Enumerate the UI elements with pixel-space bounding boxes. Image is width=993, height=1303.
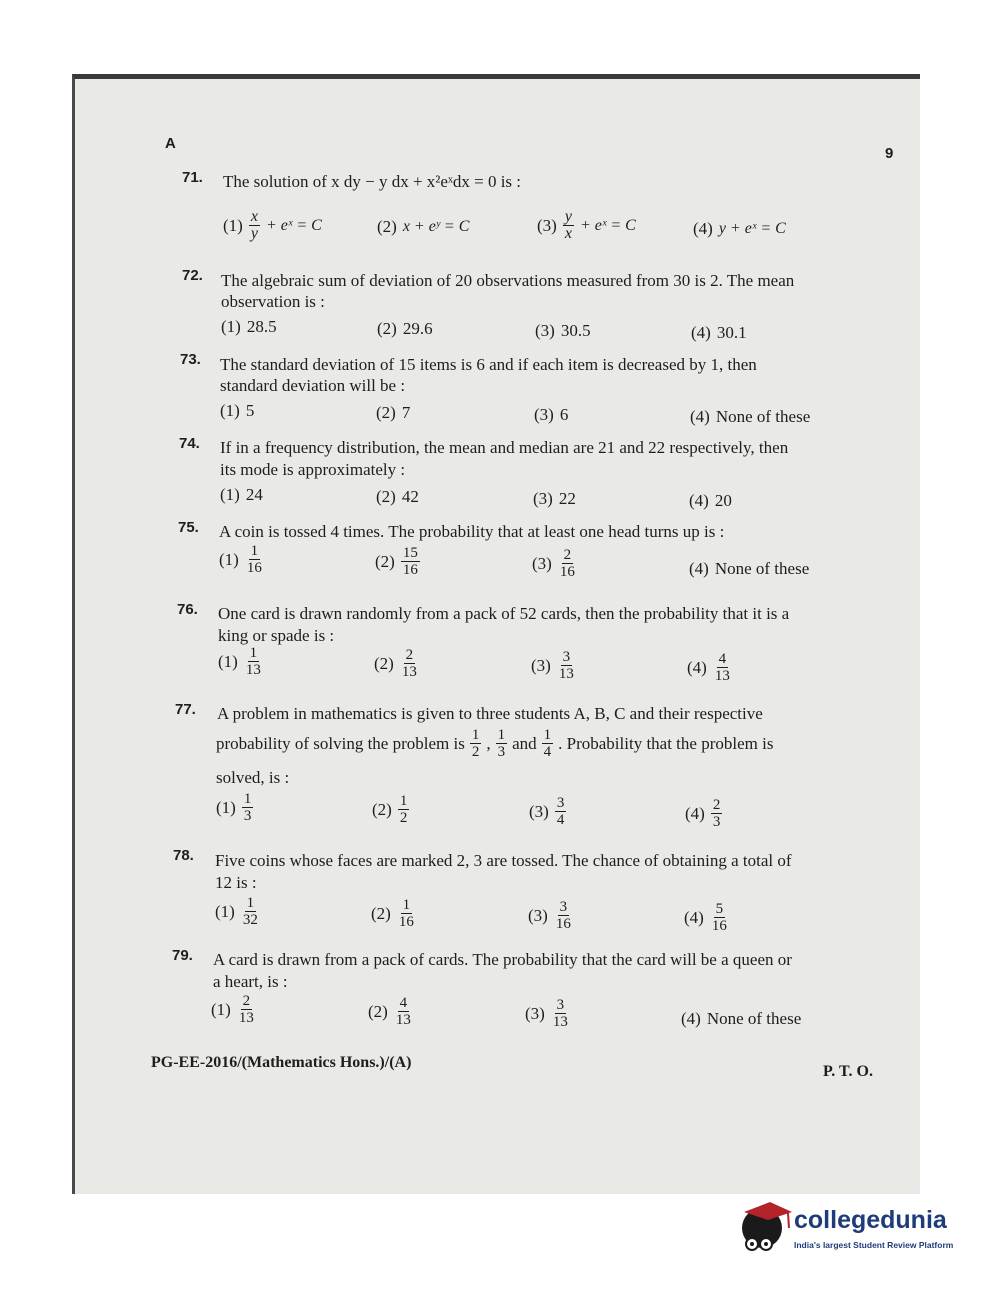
denominator: 13 (552, 1014, 568, 1030)
fraction (542, 727, 554, 760)
paper-code: PG-EE-2016/(Mathematics Hons.)/(A) (151, 1054, 412, 1071)
numerator: 1 (249, 645, 258, 661)
option (535, 321, 591, 341)
option (689, 491, 732, 511)
option-value: 30.5 (560, 321, 591, 340)
numerator: 3 (559, 899, 568, 915)
numerator: 1 (543, 727, 552, 743)
option-value: 29.6 (402, 319, 433, 338)
brand-logo (734, 1196, 964, 1260)
option-label: (1) (221, 317, 241, 336)
question-number: 77. (175, 701, 196, 718)
question-text: solved, is : (216, 768, 290, 787)
option (374, 647, 419, 680)
numerator: 15 (402, 545, 418, 561)
option (693, 219, 786, 239)
numerator: 4 (718, 651, 727, 667)
numerator: 3 (562, 649, 571, 665)
denominator: x (564, 225, 572, 242)
question-text-with-fractions: probability of solving the problem is $\frac{1}{2}$ , $\frac{1}{3}$ and $\frac{1}{4}$ . Probability that the problem is (216, 727, 774, 760)
option-label: (1) (211, 999, 231, 1019)
numerator: x (250, 208, 258, 225)
denominator: 13 (401, 664, 417, 680)
option (216, 791, 253, 824)
option-label: (4) (690, 407, 710, 426)
option-label: (2) (375, 551, 395, 571)
question-text: standard deviation will be : (220, 376, 406, 395)
question-number: 74. (179, 435, 200, 452)
option-value: 24 (245, 485, 263, 504)
expression: y + eˣ = C (718, 220, 786, 237)
question-number: 72. (182, 267, 203, 284)
question-text: 12 is : (215, 873, 257, 892)
question-text: and (512, 734, 537, 753)
option-label: (4) (693, 219, 713, 238)
option-label: (3) (537, 215, 557, 235)
question-number: 75. (178, 519, 199, 536)
option (691, 323, 747, 343)
option-label: (2) (377, 217, 397, 236)
option-label: (1) (218, 651, 238, 671)
numerator: 1 (402, 897, 411, 913)
expression: + eˣ = C (579, 216, 636, 234)
fraction (237, 993, 256, 1026)
numerator: 1 (471, 727, 480, 743)
denominator: y (250, 225, 258, 242)
option-label: (1) (216, 797, 236, 817)
question-text: If in a frequency distribution, the mean and median are 21 and 22 respectively, then (220, 438, 789, 457)
fraction (555, 795, 567, 828)
option-label: (1) (219, 549, 239, 569)
brand-name: collegedunia (794, 1206, 947, 1234)
option-label: (3) (535, 321, 555, 340)
option (218, 645, 263, 678)
question-text: Five coins whose faces are marked 2, 3 are tossed. The chance of obtaining a total of (215, 851, 792, 870)
option-value: 20 (714, 491, 732, 510)
option-value: None of these (706, 1009, 802, 1028)
option (377, 319, 433, 339)
fraction (470, 727, 482, 760)
denominator: 16 (246, 560, 262, 576)
option-label: (2) (371, 903, 391, 923)
denominator: 16 (711, 918, 727, 934)
option-label: (2) (377, 319, 397, 338)
fraction (713, 651, 732, 684)
fraction (551, 997, 570, 1030)
question-text: The solution of x dy − y dx + x²eˣdx = 0 is : (223, 172, 522, 191)
denominator: 13 (558, 666, 574, 682)
question-text: probability of solving the problem is (216, 734, 465, 753)
option (375, 545, 420, 578)
option (681, 1009, 801, 1029)
question-text: The algebraic sum of deviation of 20 observations measured from 30 is 2. The mean (221, 271, 795, 290)
option-label: (3) (534, 405, 554, 424)
question-text: its mode is approximately : (220, 460, 406, 479)
option (368, 995, 413, 1028)
option-value: 5 (245, 401, 255, 420)
option (219, 543, 264, 576)
option-value: 22 (558, 489, 576, 508)
option-label: (1) (220, 401, 240, 420)
fraction (563, 209, 574, 242)
option-label: (4) (689, 491, 709, 510)
option-label: (2) (376, 403, 396, 422)
question-text: A card is drawn from a pack of cards. The probability that the card will be a queen or (213, 950, 792, 969)
numerator: 4 (399, 995, 408, 1011)
option (534, 405, 568, 425)
option-label: (4) (689, 559, 709, 578)
option (531, 649, 576, 682)
option-value: None of these (715, 407, 811, 426)
numerator: 1 (250, 543, 259, 559)
option (533, 489, 576, 509)
option (525, 997, 570, 1030)
fraction (496, 727, 508, 760)
numerator: 1 (399, 793, 408, 809)
denominator: 3 (712, 814, 721, 830)
question-text: One card is drawn randomly from a pack of 52 cards, then the probability that it is a (218, 604, 790, 623)
option-label: (1) (215, 901, 235, 921)
numerator: 2 (712, 797, 721, 813)
brand-tagline: India's largest Student Review Platform (794, 1240, 954, 1250)
option (685, 797, 722, 830)
option (684, 901, 729, 934)
option-value: 42 (401, 487, 419, 506)
numerator: 5 (715, 901, 724, 917)
question-number: 71. (182, 169, 203, 186)
option-label: (4) (684, 907, 704, 927)
fraction (249, 209, 260, 242)
fraction (400, 647, 419, 680)
denominator: 2 (399, 810, 408, 826)
question-number: 78. (173, 847, 194, 864)
option-label: (4) (687, 657, 707, 677)
page-number: 9 (885, 145, 894, 162)
option (537, 209, 636, 242)
option-label: (3) (531, 655, 551, 675)
option-label: (4) (691, 323, 711, 342)
option-value: 7 (401, 403, 411, 422)
option (221, 317, 277, 337)
numerator: 1 (246, 895, 255, 911)
denominator: 13 (395, 1012, 411, 1028)
option (690, 407, 810, 427)
numerator: 2 (405, 647, 414, 663)
fraction (558, 547, 577, 580)
set-label: A (165, 135, 176, 152)
option-label: (2) (374, 653, 394, 673)
fraction (711, 797, 723, 830)
fraction (244, 645, 263, 678)
option-label: (3) (532, 553, 552, 573)
option (687, 651, 732, 684)
denominator: 16 (555, 916, 571, 932)
denominator: 3 (243, 808, 252, 824)
option-label: (1) (220, 485, 240, 504)
fraction (241, 895, 260, 928)
denominator: 32 (242, 912, 258, 928)
fraction (401, 545, 420, 578)
numerator: 1 (243, 791, 252, 807)
option-label: (3) (533, 489, 553, 508)
question-number: 73. (180, 351, 201, 368)
denominator: 3 (497, 744, 506, 760)
fraction (554, 899, 573, 932)
option (532, 547, 577, 580)
denominator: 16 (559, 564, 575, 580)
question-number: 79. (172, 947, 193, 964)
denominator: 13 (238, 1010, 254, 1026)
option (220, 401, 254, 421)
option-label: (2) (376, 487, 396, 506)
denominator: 16 (398, 914, 414, 930)
option (220, 485, 263, 505)
option-value: 6 (559, 405, 569, 424)
fraction (397, 897, 416, 930)
option-label: (2) (368, 1001, 388, 1021)
fraction (710, 901, 729, 934)
option-label: (3) (528, 905, 548, 925)
numerator: y (564, 208, 572, 225)
question-number: 76. (177, 601, 198, 618)
option (372, 793, 409, 826)
fraction (394, 995, 413, 1028)
option-value: 28.5 (246, 317, 277, 336)
numerator: 3 (556, 795, 565, 811)
fraction (245, 543, 264, 576)
option (529, 795, 566, 828)
student-mascot-icon (734, 1198, 794, 1258)
question-text: king or spade is : (218, 626, 335, 645)
question-text: A coin is tossed 4 times. The probability that at least one head turns up is : (219, 522, 725, 541)
question-text: A problem in mathematics is given to three students A, B, C and their respective (217, 704, 763, 723)
option (211, 993, 256, 1026)
denominator: 2 (471, 744, 480, 760)
option (377, 217, 469, 237)
option-value: None of these (714, 559, 810, 578)
option (376, 403, 410, 423)
numerator: 2 (242, 993, 251, 1009)
denominator: 16 (402, 562, 418, 578)
option-label: (4) (681, 1009, 701, 1028)
option (215, 895, 260, 928)
denominator: 13 (714, 668, 730, 684)
numerator: 2 (563, 547, 572, 563)
fraction (398, 793, 410, 826)
option-label: (4) (685, 803, 705, 823)
question-text: The standard deviation of 15 items is 6 and if each item is decreased by 1, then (220, 355, 757, 374)
option (371, 897, 416, 930)
option (689, 559, 809, 579)
fraction (557, 649, 576, 682)
option-label: (1) (223, 215, 243, 235)
option-label: (3) (529, 801, 549, 821)
denominator: 13 (245, 662, 261, 678)
numerator: 1 (497, 727, 506, 743)
scanned-page (72, 74, 920, 1194)
numerator: 3 (556, 997, 565, 1013)
option (376, 487, 419, 507)
option-label: (3) (525, 1003, 545, 1023)
option (223, 209, 322, 242)
denominator: 4 (543, 744, 552, 760)
question-text: observation is : (221, 292, 325, 311)
option-label: (2) (372, 799, 392, 819)
expression: x + eʸ = C (402, 218, 470, 235)
expression: + eˣ = C (265, 216, 322, 234)
question-text: . Probability that the problem is (558, 734, 774, 753)
pto-label: P. T. O. (823, 1063, 873, 1080)
fraction (242, 791, 254, 824)
option-value: 30.1 (716, 323, 747, 342)
denominator: 4 (556, 812, 565, 828)
option (528, 899, 573, 932)
question-text: a heart, is : (213, 972, 288, 991)
